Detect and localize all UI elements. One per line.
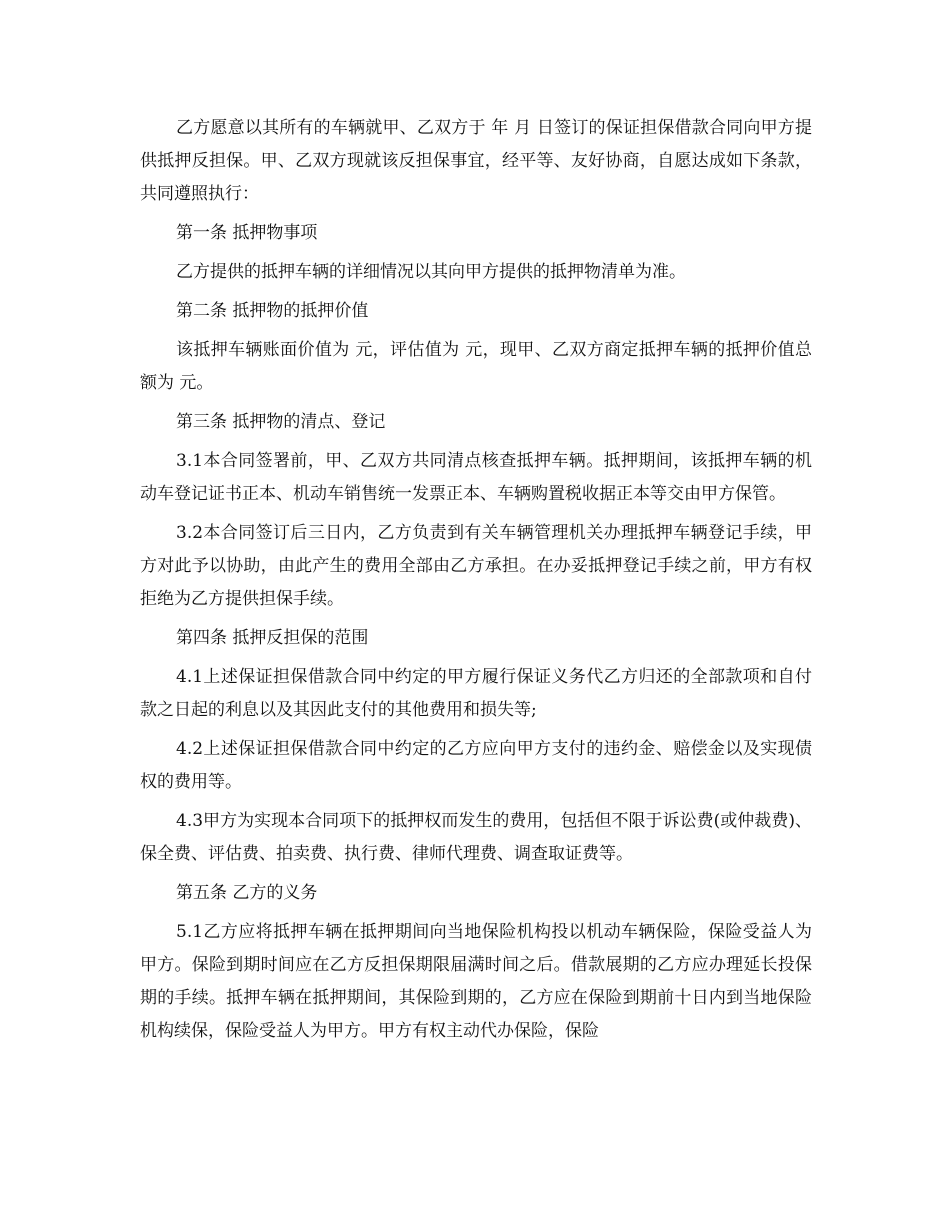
clause-4-3: 4.3甲方为实现本合同项下的抵押权而发生的费用，包括但不限于诉讼费(或仲裁费)、保全费、评估费、拍卖费、执行费、律师代理费、调查取证费等。 [140, 811, 812, 864]
clause-5-1: 5.1乙方应将抵押车辆在抵押期间向当地保险机构投以机动车辆保险，保险受益人为甲方。保险到期时间应在乙方反担保期限届满时间之后。借款展期的乙方应办理延长投保期的手续。抵押车辆在抵押期间，其保险到期的，乙方应在保险到期前十日内到当地保险机构续保，保险受益人为甲方。甲方有权主动代办保险，保险 [140, 922, 812, 1041]
intro-paragraph: 乙方愿意以其所有的车辆就甲、乙双方于 年 月 日签订的保证担保借款合同向甲方提供抵押反担保。甲、乙双方现就该反担保事宜，经平等、友好协商，自愿达成如下条款，共同遵照执行： [140, 118, 812, 204]
document-body [140, 112, 812, 1054]
article-1-paragraph: 乙方提供的抵押车辆的详细情况以其向甲方提供的抵押物清单为准。 [176, 262, 686, 282]
article-2-heading: 第二条 抵押物的抵押价值 [176, 301, 369, 321]
article-3-heading: 第三条 抵押物的清点、登记 [176, 412, 386, 432]
clause-3-1: 3.1本合同签署前，甲、乙双方共同清点核查抵押车辆。抵押期间，该抵押车辆的机动车登记证书正本、机动车销售统一发票正本、车辆购置税收据正本等交由甲方保管。 [140, 451, 812, 504]
clause-4-1: 4.1上述保证担保借款合同中约定的甲方履行保证义务代乙方归还的全部款项和自付款之日起的利息以及其因此支付的其他费用和损失等; [140, 667, 812, 720]
article-2-paragraph: 该抵押车辆账面价值为 元，评估值为 元，现甲、乙双方商定抵押车辆的抵押价值总额为 元。 [140, 340, 812, 393]
clause-3-2: 3.2本合同签订后三日内，乙方负责到有关车辆管理机关办理抵押车辆登记手续，甲方对此予以协助，由此产生的费用全部由乙方承担。在办妥抵押登记手续之前，甲方有权拒绝为乙方提供担保手续。 [140, 523, 812, 609]
clause-4-2: 4.2上述保证担保借款合同中约定的乙方应向甲方支付的违约金、赔偿金以及实现债权的费用等。 [140, 739, 812, 792]
article-4-heading: 第四条 抵押反担保的范围 [176, 628, 369, 648]
article-1-heading: 第一条 抵押物事项 [176, 223, 318, 243]
article-5-heading: 第五条 乙方的义务 [176, 883, 318, 903]
